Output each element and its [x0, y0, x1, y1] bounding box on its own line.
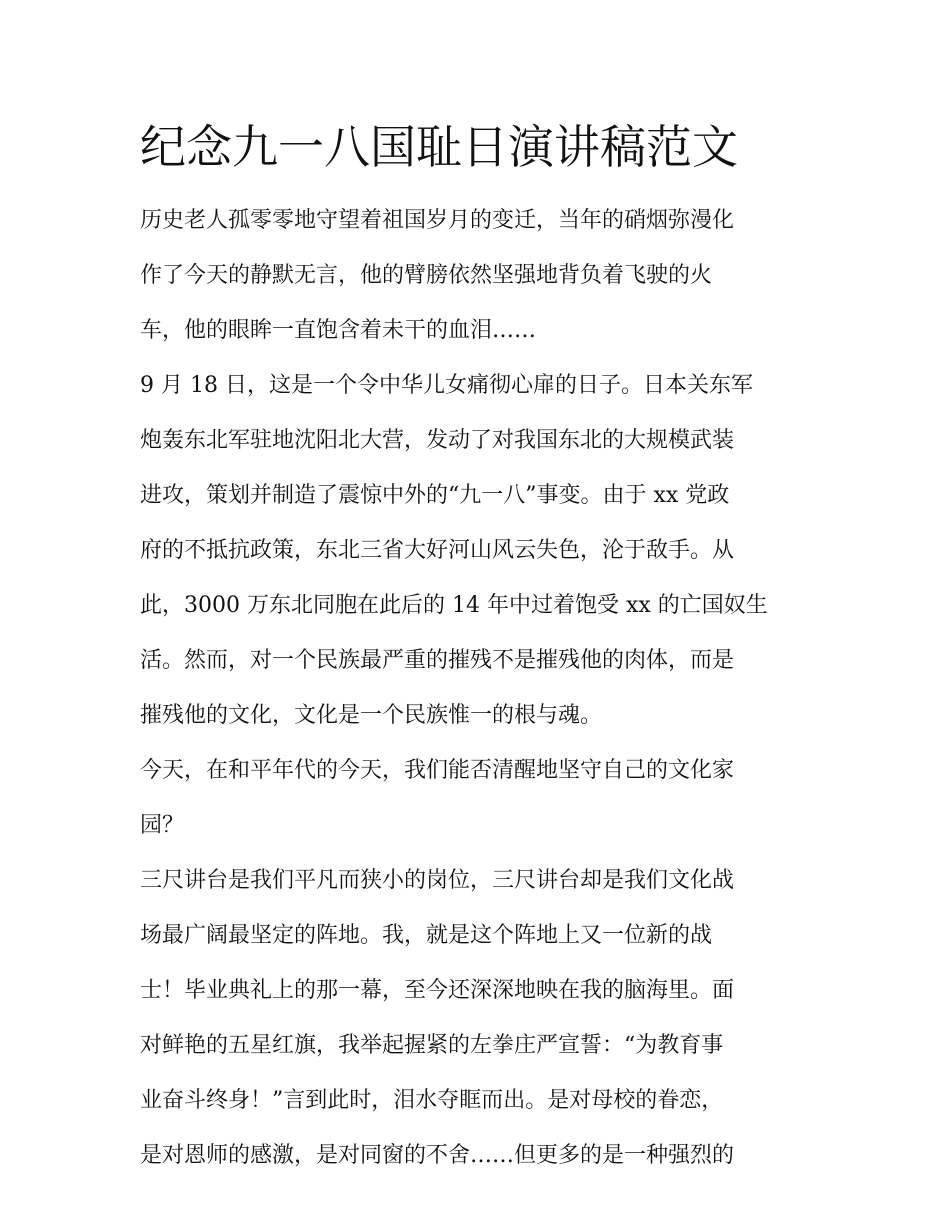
text-line: 士！毕业典礼上的那一幕，至今还深深地映在我的脑海里。面 — [140, 978, 735, 1003]
text-line: 作了今天的静默无言，他的臂膀依然坚强地背负着飞驶的火 — [140, 263, 713, 288]
document-title: 纪念九一八国耻日演讲稿范文 — [140, 120, 738, 174]
text-line: 9 月 18 日，这是一个令中华儿女痛彻心扉的日子。日本关东军 — [140, 373, 753, 398]
text-line: 今天，在和平年代的今天，我们能否清醒地坚守自己的文化家 — [140, 758, 735, 783]
text-line: 活。然而，对一个民族最严重的摧残不是摧残他的肉体，而是 — [140, 648, 735, 673]
text-line: 历史老人孤零零地守望着祖国岁月的变迁，当年的硝烟弥漫化 — [140, 208, 735, 233]
paragraph-history — [140, 358, 810, 743]
text-line: 进攻，策划并制造了震惊中外的“九一八”事变。由于 xx 党政 — [140, 483, 730, 508]
text-line: 府的不抵抗政策，东北三省大好河山风云失色，沦于敌手。从 — [140, 538, 735, 563]
paragraph-question — [140, 743, 810, 853]
text-line: 园？ — [140, 813, 185, 838]
text-line: 此，3000 万东北同胞在此后的 14 年中过着饱受 xx 的亡国奴生 — [140, 593, 768, 618]
text-line: 车，他的眼眸一直饱含着未干的血泪…… — [140, 318, 537, 343]
text-line: 业奋斗终身！”言到此时，泪水夺眶而出。是对母校的眷恋， — [140, 1088, 724, 1113]
text-line: 是对恩师的感激，是对同窗的不舍……但更多的是一种强烈的 — [140, 1143, 735, 1168]
text-line: 三尺讲台是我们平凡而狭小的岗位，三尺讲台却是我们文化战 — [140, 868, 735, 893]
document-body — [140, 193, 810, 1183]
paragraph-teacher — [140, 853, 810, 1183]
text-line: 炮轰东北军驻地沈阳北大营，发动了对我国东北的大规模武装 — [140, 428, 735, 453]
paragraph-intro — [140, 193, 810, 358]
text-line: 对鲜艳的五星红旗，我举起握紧的左拳庄严宣誓：“为教育事 — [140, 1033, 724, 1058]
text-line: 摧残他的文化，文化是一个民族惟一的根与魂。 — [140, 703, 603, 728]
text-line: 场最广阔最坚定的阵地。我，就是这个阵地上又一位新的战 — [140, 923, 713, 948]
